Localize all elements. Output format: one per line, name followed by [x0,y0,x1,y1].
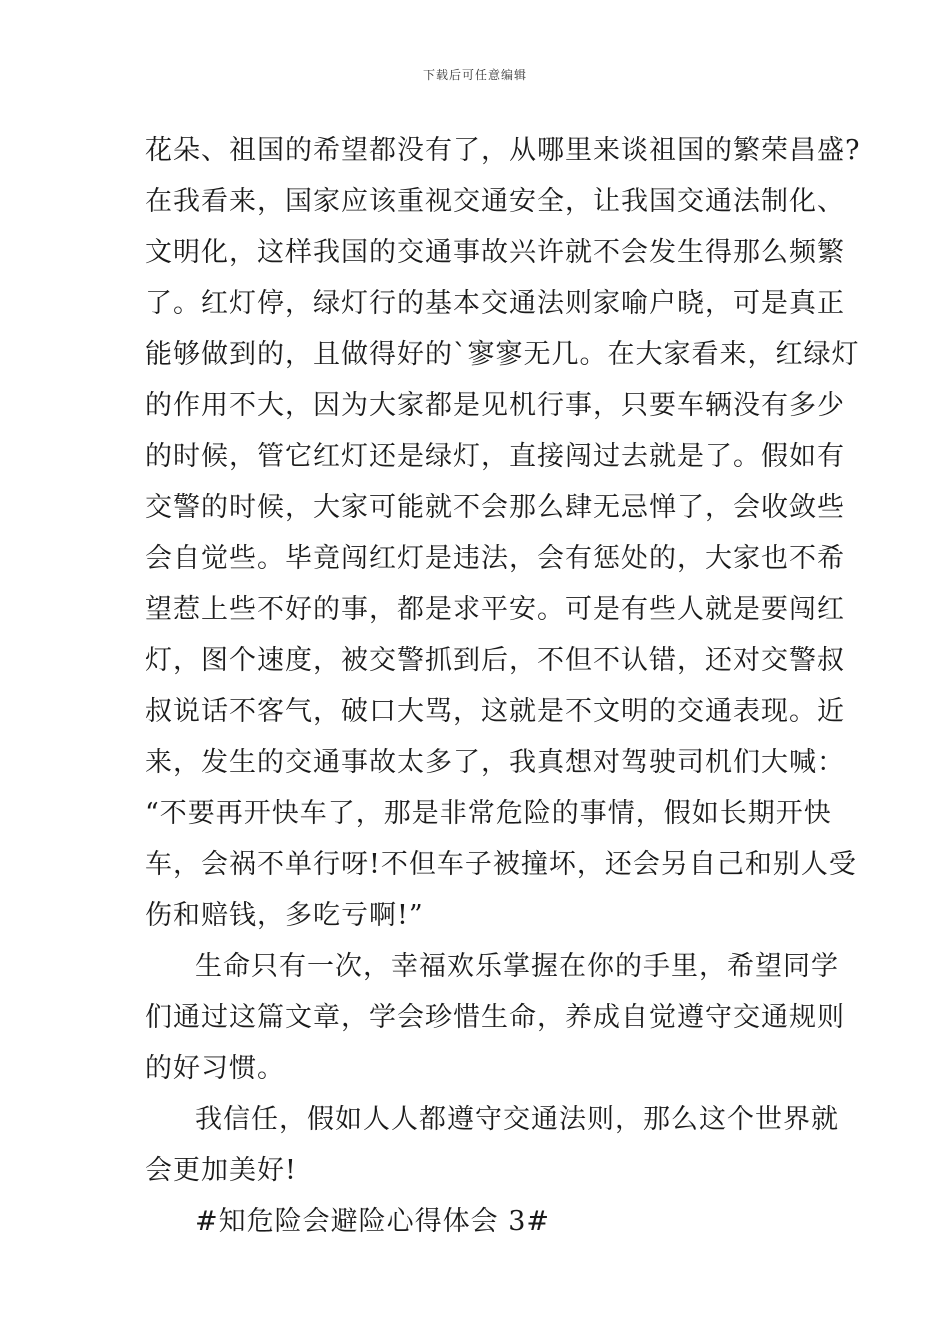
paragraph-3-line-1: 我信任，假如人人都遵守交通法则，那么这个世界就 [195,1104,839,1135]
body-line-4: 了。红灯停，绿灯行的基本交通法则家喻户晓，可是真正 [145,288,845,319]
paragraph-2-line-2: 们通过这篇文章，学会珍惜生命，养成自觉遵守交通规则 [145,1002,845,1033]
paragraph-2-line-3: 的好习惯。 [145,1053,285,1084]
body-line-14: “不要再开快车了，那是非常危险的事情，假如长期开快 [145,798,832,829]
body-line-6: 的作用不大，因为大家都是见机行事，只要车辆没有多少 [145,390,845,421]
body-line-7: 的时候，管它红灯还是绿灯，直接闯过去就是了。假如有 [145,441,845,472]
body-line-5: 能够做到的，且做得好的`寥寥无几。在大家看来，红绿灯 [145,339,860,370]
body-line-1: 花朵、祖国的希望都没有了，从哪里来谈祖国的繁荣昌盛? [145,135,861,166]
paragraph-3-line-2: 会更加美好! [145,1155,297,1186]
body-line-11: 灯，图个速度，被交警抓到后，不但不认错，还对交警叔 [145,645,845,676]
body-line-2: 在我看来，国家应该重视交通安全，让我国交通法制化、 [145,186,845,217]
paragraph-2-line-1: 生命只有一次，幸福欢乐掌握在你的手里，希望同学 [195,951,839,982]
body-line-8: 交警的时候，大家可能就不会那么肆无忌惮了，会收敛些 [145,492,845,523]
body-line-10: 望惹上些不好的事，都是求平安。可是有些人就是要闯红 [145,594,845,625]
body-line-12: 叔说话不客气，破口大骂，这就是不文明的交通表现。近 [145,696,845,727]
body-line-9: 会自觉些。毕竟闯红灯是违法，会有惩处的，大家也不希 [145,543,845,574]
body-line-15: 车，会祸不单行呀!不但车子被撞坏，还会另自己和别人受 [145,849,857,880]
section-heading: #知危险会避险心得体会 3# [195,1206,551,1237]
body-line-16: 伤和赔钱，多吃亏啊!” [145,900,424,931]
body-line-13: 来，发生的交通事故太多了，我真想对驾驶司机们大喊： [145,747,845,778]
body-line-3: 文明化，这样我国的交通事故兴许就不会发生得那么频繁 [145,237,845,268]
page-header: 下载后可任意编辑 [422,68,527,82]
